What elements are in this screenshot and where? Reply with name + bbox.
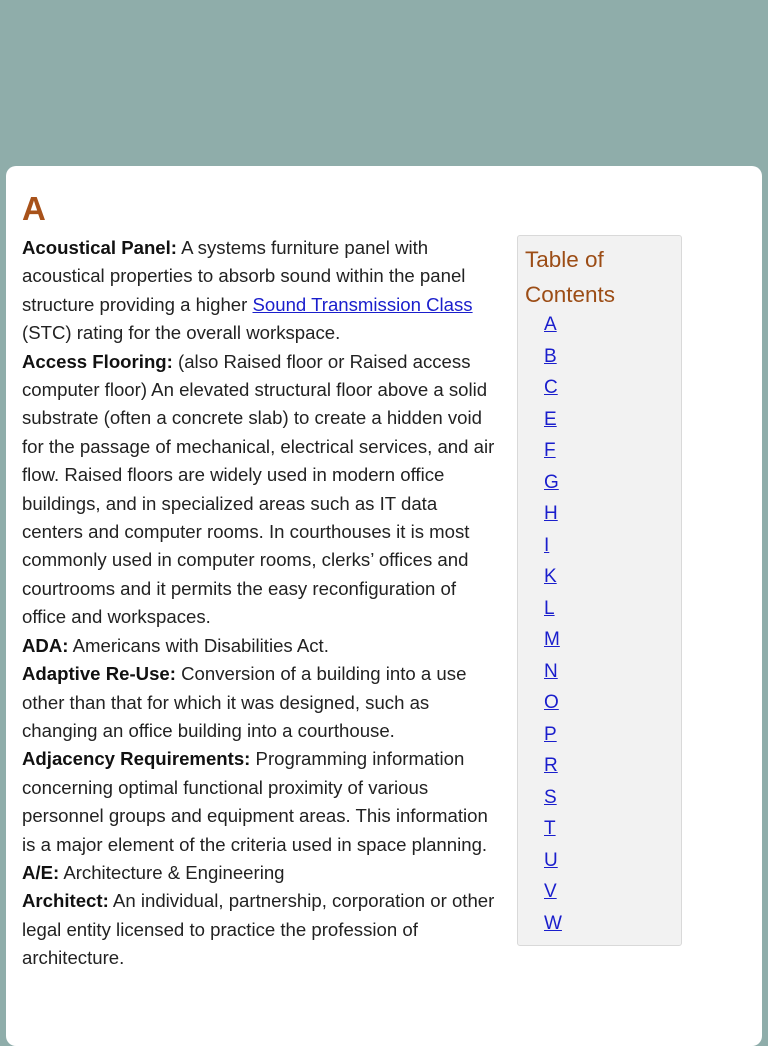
glossary-definition: An individual, partnership, corporation or other legal entity licensed to practice the profession of architecture. <box>22 890 495 969</box>
glossary-entry-acoustical-panel <box>22 234 502 348</box>
glossary-term: Adaptive Re-Use: <box>22 663 176 685</box>
toc-item-r <box>544 750 562 782</box>
toc-link-k[interactable]: K <box>544 566 557 587</box>
toc-title: Table of Contents <box>525 247 616 307</box>
glossary-term: Adjacency Requirements: <box>22 748 251 770</box>
glossary-entry-architect <box>22 887 502 972</box>
toc-item-i <box>544 530 562 562</box>
toc-link-f[interactable]: F <box>544 440 556 461</box>
toc-item-h <box>544 498 562 530</box>
glossary-entry-adaptive-re-use <box>22 660 502 745</box>
glossary-term: ADA: <box>22 634 69 656</box>
toc-link-t[interactable]: T <box>544 818 556 839</box>
toc-item-m <box>544 624 562 656</box>
toc-item-v <box>544 876 562 908</box>
toc-item-s <box>544 782 562 814</box>
toc-item-u <box>544 845 562 877</box>
glossary-term: Architect: <box>22 890 109 912</box>
sound-transmission-class-link[interactable]: Sound Transmission Class <box>252 293 473 315</box>
toc-link-l[interactable]: L <box>544 597 555 619</box>
content-card <box>6 166 762 1046</box>
toc-item-l <box>544 593 562 625</box>
toc-item-t <box>544 813 562 845</box>
toc-item-o <box>544 687 562 719</box>
toc-link-s[interactable]: S <box>544 786 557 808</box>
toc-link-a[interactable]: A <box>544 314 557 335</box>
toc-link-e[interactable]: E <box>544 408 557 430</box>
toc-link-n[interactable]: N <box>544 660 558 682</box>
toc-link-o[interactable]: O <box>544 692 559 713</box>
glossary-list <box>22 234 502 973</box>
toc-link-b[interactable]: B <box>544 345 557 367</box>
toc-item-c <box>544 372 562 404</box>
toc-item-n <box>544 656 562 688</box>
glossary-definition-continued: (STC) rating for the overall workspace. <box>22 322 341 344</box>
toc-item-e <box>544 404 562 436</box>
glossary-term: A/E: <box>22 861 60 883</box>
glossary-definition: Americans with Disabilities Act. <box>68 634 329 656</box>
toc-link-u[interactable]: U <box>544 849 558 871</box>
toc-item-b <box>544 341 562 373</box>
glossary-entry-access-flooring <box>22 348 502 632</box>
glossary-definition: A systems furniture panel with acoustical properties to absorb sound within the panel structure providing a higher <box>22 237 466 315</box>
glossary-term: Access Flooring: <box>22 350 173 372</box>
glossary-definition: Architecture & Engineering <box>59 861 285 883</box>
glossary-entry-ada <box>22 632 502 660</box>
glossary-term: Acoustical Panel: <box>22 237 177 258</box>
glossary-definition: Programming information concerning optimal functional proximity of various personnel groups and equipment areas. This information is a major element of the criteria used in space planning. <box>22 748 488 855</box>
toc-link-p[interactable]: P <box>544 723 557 745</box>
toc-link-h[interactable]: H <box>544 503 558 524</box>
glossary-definition: Conversion of a building into a use other than that for which it was designed, such as changing an office building into a courthouse. <box>22 663 467 741</box>
toc-link-c[interactable]: C <box>544 377 558 398</box>
toc-item-f <box>544 435 562 467</box>
toc-link-r[interactable]: R <box>544 755 558 776</box>
section-letter-heading: A <box>22 190 46 227</box>
toc-item-a <box>544 309 562 341</box>
glossary-definition: (also Raised floor or Raised access computer floor) An elevated structural floor above a solid substrate (often a concrete slab) to create a hidden void for the passage of mechanical, electrical services, and air flow. Raised floors are widely used in modern office buildings, and in specialized areas such as IT data centers and computer rooms. In courthouses it is most commonly used in computer rooms, clerks’ offices and courtrooms and it permits the easy reconfiguration of office and workspaces. <box>22 350 495 628</box>
toc-item-p <box>544 719 562 751</box>
toc-link-i[interactable]: I <box>544 534 550 556</box>
table-of-contents <box>517 235 682 946</box>
toc-item-w <box>544 908 562 940</box>
glossary-entry-a-e <box>22 859 502 887</box>
toc-link-m[interactable]: M <box>544 629 560 650</box>
toc-letter-list <box>544 309 562 939</box>
toc-link-g[interactable]: G <box>544 471 559 493</box>
toc-item-k <box>544 561 562 593</box>
toc-item-g <box>544 467 562 499</box>
toc-link-w[interactable]: W <box>544 912 562 934</box>
toc-link-v[interactable]: V <box>544 881 557 902</box>
glossary-entry-adjacency-requirements <box>22 745 502 859</box>
